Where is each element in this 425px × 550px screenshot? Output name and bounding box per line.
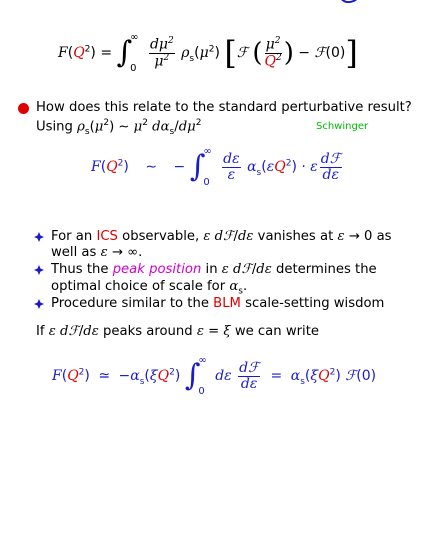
result-equation: $F(Q^2)$ ≃ $-\alpha_s(\xi Q^2)$ ∫ ∞ 0 dε $\frac{\text{dℱ}}{d\varepsilon}$ = $\alpha_s(\xi Q^2)$ ℱ(0) [52, 355, 377, 397]
diamond-bullet-icon [34, 232, 44, 242]
definition-equation: $F(Q^2)$ = ∫ ∞ 0 $\frac{d\mu^2}{\mu^2}$ $\rho_s(\mu^2)$ [ℱ ( $\frac{\mu^2}{Q^2}$ ) − ℱ(0)] [58, 32, 358, 74]
title-fragment-mark [338, 0, 360, 3]
blm-keyword: BLM [213, 296, 241, 311]
using-label: Using [36, 119, 73, 135]
point-2-line-2: optimal choice of scale for $\alpha_s$. [51, 279, 248, 297]
perturbative-equation: $F(Q^2)$ ∼ − ∫ ∞ 0 $\frac{d\varepsilon}{\varepsilon}$ $\alpha_s(\varepsilon Q^2) \cdot \varepsilon$ $\frac{\text{dℱ}}{d\varepsilon}$ [91, 146, 341, 188]
diamond-bullet-icon [34, 265, 44, 275]
point-1-line-1: For an ICS observable, ε dℱ/dε vanishes at ε → 0 as [51, 229, 392, 244]
point-2-line-1: Thus the peak position in ε dℱ/dε determines the [51, 262, 377, 277]
peak-position-keyword: peak position [112, 262, 202, 277]
attribution-label: Schwinger [316, 121, 369, 132]
point-1-line-2: well as ε → ∞. [51, 245, 143, 260]
red-bullet-icon [18, 103, 29, 114]
point-3-line: Procedure similar to the BLM scale-setting wisdom [51, 296, 385, 311]
ics-keyword: ICS [96, 229, 118, 244]
using-line: Using $\rho_s(\mu^2)$ ∼ $\mu^2$ $d\alpha_s/d\mu^2$ [36, 118, 202, 138]
question-text: How does this relate to the standard perturbative result? [36, 100, 412, 115]
condition-line: If ε dℱ/dε peaks around ε = ξ we can write [36, 324, 319, 339]
diamond-bullet-icon [34, 299, 44, 309]
